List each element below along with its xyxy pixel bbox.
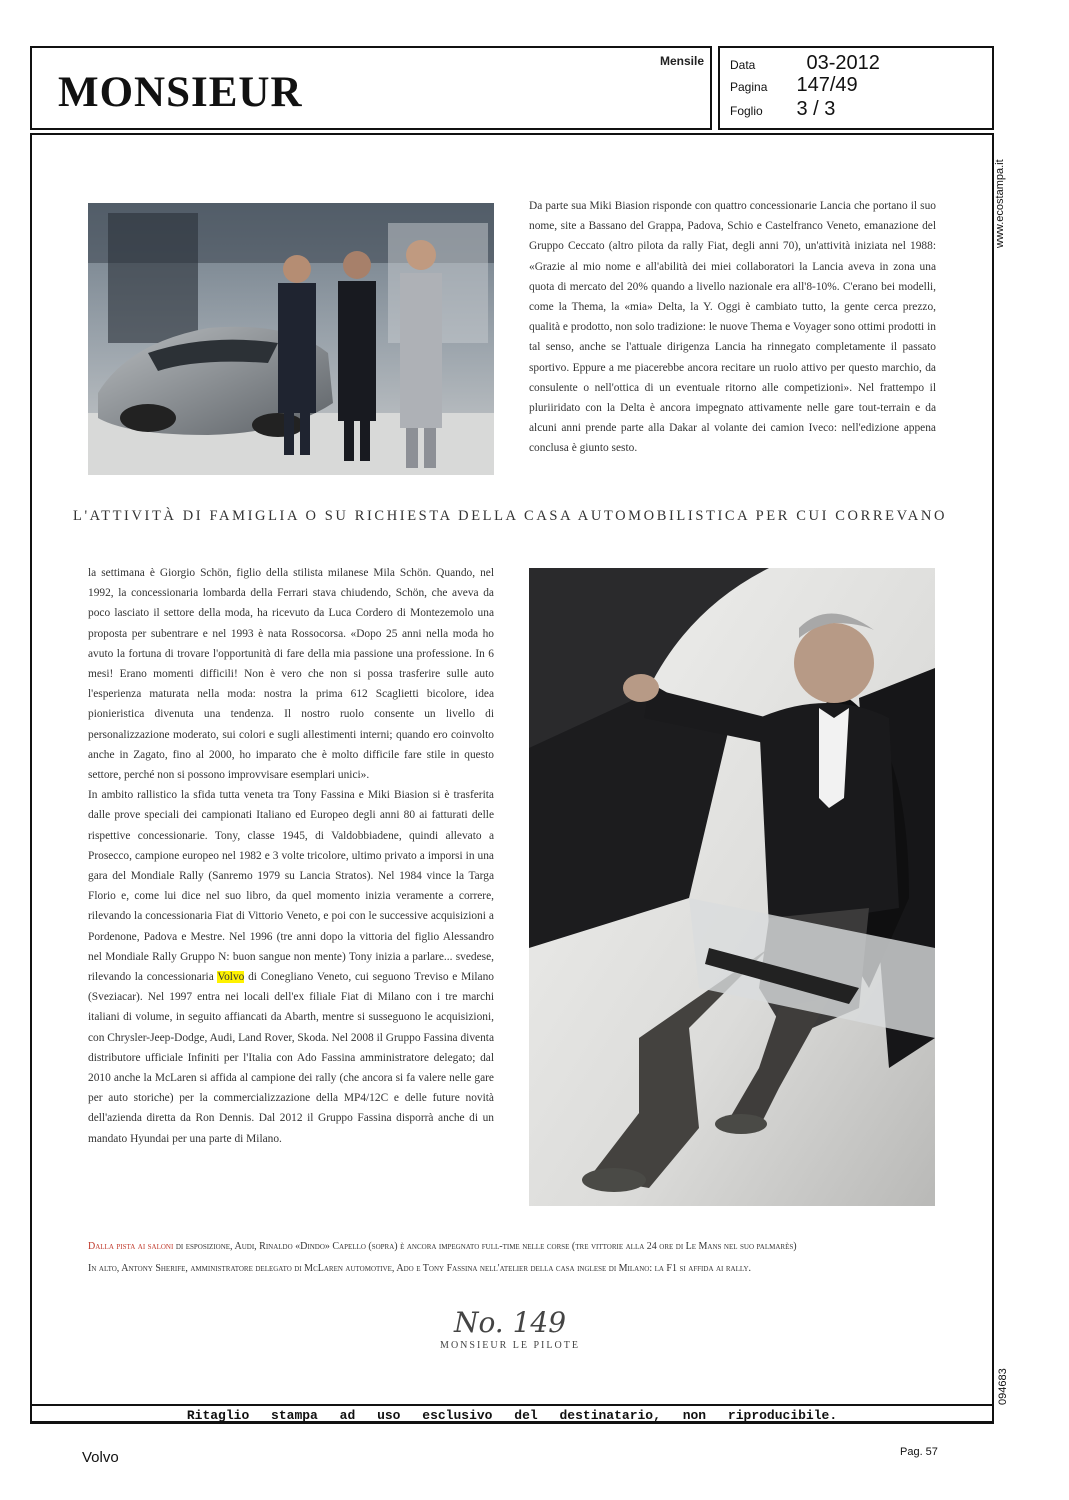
meta-row-sheet: [730, 98, 835, 121]
side-url: [992, 150, 1012, 250]
paragraph: la settimana è Giorgio Schön, figlio della stilista milanese Mila Schön. Quando, nel 1992, la concessionaria lombarda della Ferrari stava chiudendo, Schön, che aveva da poco lasciato il settore della moda, ha ricevuto da Luca Cordero di Montezemolo una proposta per subentrare e nel 1993 è nata Rossocorsa. «Dopo 25 anni nella moda ho avuto la fortuna di trovare l'opportunità di fare della mia passione una professione. In 6 mesi! Erano momenti difficili! Non è vero che non si possa trasferire sulle auto l'esperienza maturata nella moda: nostra la prima 612 Scaglietti bicolore, idea pionieristica divenuta una tendenza. Il nostro ruolo consente un livello di personalizzazione moderato, sui colori e sugli allestimenti interni; quando ero coinvolto anche in Zagato, fino al 2000, ho imparato che è molto difficile fare stile in questo settore, perché non si possono improvvisare esemplari unici».: [88, 567, 494, 782]
driver-portrait-photo: [529, 568, 935, 1206]
meta-label: Pagina: [730, 80, 768, 94]
caption-line: [88, 1236, 938, 1258]
driver-portrait-illustration: [529, 568, 935, 1206]
showroom-photo: [88, 203, 494, 475]
side-code-text: 094683: [997, 1368, 1009, 1405]
footer-page: Pag. 57: [900, 1446, 938, 1458]
article-headline: L'ATTIVITÀ DI FAMIGLIA O SU RICHIESTA DELLA CASA AUTOMOBILISTICA PER CUI CORREVANO: [72, 508, 948, 524]
article-text-left-column: [88, 563, 494, 1149]
showroom-photo-illustration: [88, 203, 494, 475]
publication-logo: MONSIEUR: [58, 69, 303, 116]
reproduction-notice: [30, 1404, 994, 1424]
caption-line: In alto, Antony Sherife, amministratore delegato di McLaren automotive, Ado e Tony Fassina nell'atelier della casa inglese di Milano: la F1 si affida ai rally.: [88, 1263, 752, 1274]
meta-row-date: [730, 52, 880, 75]
paragraph: [88, 785, 494, 1149]
meta-row-page: [730, 74, 858, 97]
side-url-text: www.ecostampa.it: [994, 159, 1006, 248]
meta-value: 03-2012: [806, 52, 880, 74]
magazine-page-number: No. 149: [453, 1306, 567, 1339]
meta-value: 147/49: [796, 74, 858, 96]
highlighted-keyword: Volvo: [217, 971, 245, 984]
meta-value: 3 / 3: [796, 98, 836, 120]
reproduction-notice-text: Ritaglio stampa ad uso esclusivo del destinatario, non riproducibile.: [186, 1408, 838, 1423]
clipping-meta-box: [718, 46, 994, 130]
side-code: [995, 1368, 1015, 1470]
caption-lead: Dalla pista ai saloni: [88, 1241, 174, 1252]
footer-keyword: Volvo: [82, 1449, 119, 1466]
article-text-top-right: Da parte sua Miki Biasion risponde con quattro concessionarie Lancia che portano il suo nome, site a Bassano del Grappa, Padova, Schio e Castelfranco Veneto, emanazione del Gruppo Ceccato (altro pilota da rally Fiat, degli anni 70), un'attività iniziata nel 1988: «Grazie al mio nome e all'abilità dei miei collaboratori la Lancia aveva in zona una quota di mercato del 20% quando a livello nazionale era all'8-10%. C'erano bei modelli, come la Thema, la «mia» Delta, la Y. Oggi è cambiato tutto, la gente cerca prezzo, qualità e prodotto, non solo tradizione: le nuove Thema e Voyager sono ottimi prodotti in tal senso, anche se l'attuale dirigenza Lancia ha rinnegato completamente il passato sportivo. Eppure a me piacerebbe ancora recitare un ruolo attivo per questo marchio, da consulente o nell'ottica di un eventuale ritorno alle competizioni». Nel frattempo il pluriiridato con la Delta è ancora impegnato attivamente nelle gare tout-terrain e da alcuni anni prende parte alla Dakar al volante dei camion Iveco: nell'edizione appena conclusa è giunto sesto.: [529, 200, 936, 455]
paragraph-text: In ambito rallistico la sfida tutta veneta tra Tony Fassina e Miki Biasion si è trasferita dalle prove speciali dei campionati Italiano ed Europeo degli anni 80 ai fatturati delle rispettive concessionarie. Tony, classe 1945, di Valdobbiadene, quindi allevato a Prosecco, campione europeo nel 1982 e 3 volte tricolore, ultimo privato a imporsi in una gara del Mondiale Rally (Sanremo 1979 su Lancia Stratos). Nel 1984 vince la Targa Florio e, come lui dice nel suo libro, da quel momento inizia veramente a correre, rilevando la concessionaria Fiat di Vittorio Veneto, e poi con le successive acquisizioni a Pordenone, Padova e Mestre. Nel 1996 (tre anni dopo la vittoria del figlio Alessandro nel Mondiale Rally Gruppo N: buon sangue non mente) Tony inizia a parlare... svedese, rilevando la concessionaria: [88, 789, 494, 984]
paragraph-text: di Conegliano Veneto, cui seguono Treviso e Milano (Sveziacar). Nel 1997 entra nei locali dell'ex filiale Fiat di Milano con i tre marchi italiani di volume, in seguito affiancati da Abarth, mentre si susseguono le acquisizioni, con Chrysler-Jeep-Dodge, Audi, Land Rover, Skoda. Nel 2008 il Gruppo Fassina diventa distributore ufficiale Infiniti per l'Italia con Ado Fassina amministratore delegato; dal 2010 anche la McLaren si affida al campione dei rally (che ancora si fa valere nelle gare per auto storiche) per la commercializzazione della MP4/12C e delle future novità dell'azienda diretta da Ron Dennis. Dal 2012 il Gruppo Fassina disporrà anche di un mandato Hyundai per una parte di Milano.: [88, 971, 494, 1145]
photo-caption: [88, 1236, 938, 1280]
magazine-page-subtitle: MONSIEUR LE PILOTE: [440, 1340, 580, 1351]
meta-label: Foglio: [730, 104, 763, 118]
frequency-label: Mensile: [659, 54, 704, 68]
masthead: [30, 46, 712, 130]
caption-text: di esposizione, Audi, Rinaldo «Dindo» Capello (sopra) è ancora impegnato full-time nelle corse (tre vittorie alla 24 ore di Le Mans nel suo palmarès): [175, 1241, 797, 1252]
meta-label: Data: [730, 58, 756, 72]
